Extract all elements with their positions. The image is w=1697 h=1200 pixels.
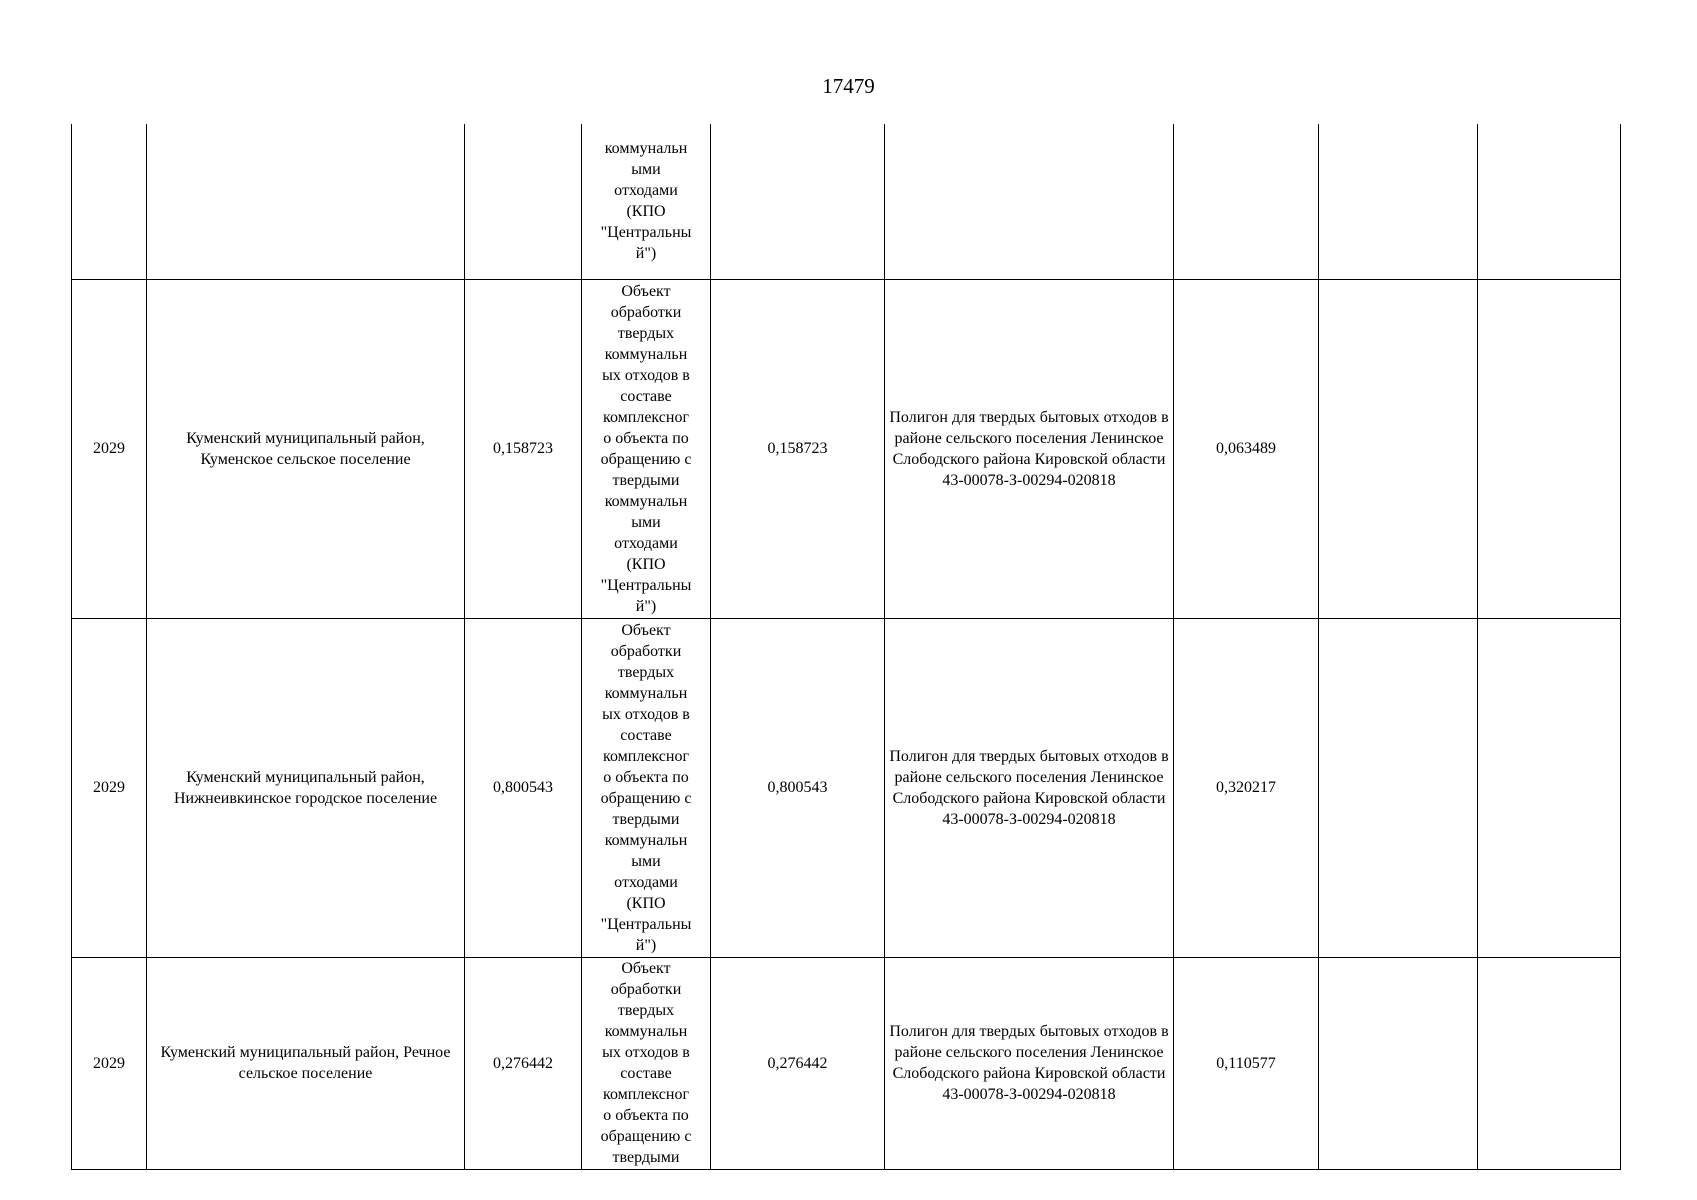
destination-cell: Полигон для твердых бытовых отходов в районе сельского поселения Ленинское Слободского района Кировской области 43-00078-З-00294-020818 (885, 279, 1174, 618)
empty-cell (1478, 124, 1621, 279)
destination-cell: Полигон для твердых бытовых отходов в районе сельского поселения Ленинское Слободского района Кировской области 43-00078-З-00294-020818 (885, 957, 1174, 1169)
empty-cell (1478, 618, 1621, 957)
object-cell: Объект обработки твердых коммунальн ых отходов в составе комплексног о объекта по обращению с твердыми (582, 957, 711, 1169)
empty-cell (1319, 279, 1478, 618)
year-cell: 2029 (72, 957, 147, 1169)
municipality-cell: Куменский муниципальный район, Куменское сельское поселение (147, 279, 465, 618)
empty-cell (1319, 957, 1478, 1169)
transfer-volume-cell: 0,158723 (711, 279, 885, 618)
empty-cell (1478, 957, 1621, 1169)
volume-cell (465, 124, 582, 279)
transfer-volume-cell: 0,276442 (711, 957, 885, 1169)
value-cell: 0,063489 (1174, 279, 1319, 618)
table-row (72, 279, 1621, 618)
value-cell: 0,110577 (1174, 957, 1319, 1169)
object-cell: Объект обработки твердых коммунальн ых отходов в составе комплексног о объекта по обращению с твердыми коммунальн ыми отходами (КПО "Центральны й") (582, 279, 711, 618)
volume-cell: 0,158723 (465, 279, 582, 618)
empty-cell (1319, 124, 1478, 279)
table-row (72, 618, 1621, 957)
waste-flow-table (71, 124, 1621, 1170)
table-row (72, 957, 1621, 1169)
empty-cell (1478, 279, 1621, 618)
volume-cell: 0,800543 (465, 618, 582, 957)
municipality-cell: Куменский муниципальный район, Нижнеивкинское городское поселение (147, 618, 465, 957)
page-number: 17479 (822, 74, 875, 98)
volume-cell: 0,276442 (465, 957, 582, 1169)
year-cell: 2029 (72, 279, 147, 618)
transfer-volume-cell: 0,800543 (711, 618, 885, 957)
empty-cell (1319, 618, 1478, 957)
value-cell (1174, 124, 1319, 279)
municipality-cell: Куменский муниципальный район, Речное сельское поселение (147, 957, 465, 1169)
destination-cell: Полигон для твердых бытовых отходов в районе сельского поселения Ленинское Слободского района Кировской области 43-00078-З-00294-020818 (885, 618, 1174, 957)
value-cell: 0,320217 (1174, 618, 1319, 957)
destination-cell (885, 124, 1174, 279)
object-cell: Объект обработки твердых коммунальн ых отходов в составе комплексног о объекта по обращению с твердыми коммунальн ыми отходами (КПО "Центральны й") (582, 618, 711, 957)
municipality-cell (147, 124, 465, 279)
object-cell: коммунальн ыми отходами (КПО "Центральны й") (582, 124, 711, 279)
year-cell (72, 124, 147, 279)
table-row (72, 124, 1621, 279)
year-cell: 2029 (72, 618, 147, 957)
transfer-volume-cell (711, 124, 885, 279)
